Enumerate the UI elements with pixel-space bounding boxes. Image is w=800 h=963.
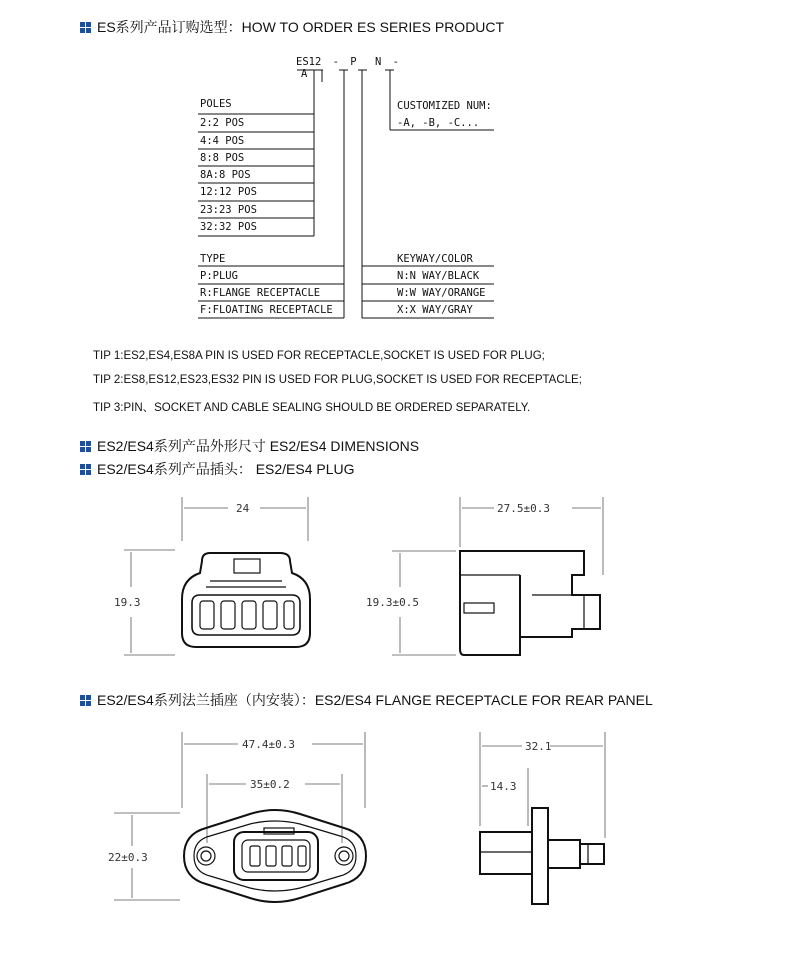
code-sep-2: -	[392, 56, 399, 68]
plug-side-view	[360, 495, 610, 665]
flange-front-view	[100, 728, 390, 908]
type-item: F:FLOATING RECEPTACLE	[200, 304, 333, 316]
tip-1: TIP 1:ES2,ES4,ES8A PIN IS USED FOR RECEPTACLE,SOCKET IS USED FOR PLUG;	[93, 350, 545, 362]
code-custom: A	[301, 68, 308, 80]
poles-header: POLES	[200, 98, 232, 110]
flange-hole-spacing-label: 35±0.2	[250, 778, 290, 791]
poles-item: 8A:8 POS	[200, 169, 251, 181]
keyway-item: W:W WAY/ORANGE	[397, 287, 486, 299]
code-type: P	[350, 56, 357, 68]
plug-section-title	[80, 459, 355, 479]
type-item: P:PLUG	[200, 270, 238, 282]
plug-width-label: 24	[236, 502, 250, 515]
type-header: TYPE	[200, 253, 226, 265]
plug-side-height-label: 19.3±0.5	[366, 596, 419, 609]
flange-outer-width-label: 47.4±0.3	[242, 738, 295, 751]
bullet-icon	[80, 464, 91, 475]
flange-side-view	[460, 728, 630, 908]
plug-title-text: ES2/ES4系列产品插头： ES2/ES4 PLUG	[97, 461, 355, 477]
order-title-text: ES系列产品订购选型：HOW TO ORDER ES SERIES PRODUCT	[97, 19, 505, 35]
flange-side-flange-label: 14.3	[490, 780, 517, 793]
tip-2: TIP 2:ES8,ES12,ES23,ES32 PIN IS USED FOR PLUG,SOCKET IS USED FOR RECEPTACLE;	[93, 374, 582, 386]
poles-item: 2:2 POS	[200, 117, 245, 129]
tip-3: TIP 3:PIN、SOCKET AND CABLE SEALING SHOULD BE ORDERED SEPARATELY.	[93, 402, 531, 414]
plug-front-view	[110, 495, 340, 665]
code-sep-1: -	[332, 56, 339, 68]
poles-item: 23:23 POS	[200, 204, 257, 216]
code-keyway: N	[374, 56, 382, 68]
poles-item: 4:4 POS	[200, 135, 245, 147]
bullet-icon	[80, 695, 91, 706]
bullet-icon	[80, 441, 91, 452]
flange-height-label: 22±0.3	[108, 851, 148, 864]
customized-values: -A, -B, -C...	[397, 117, 480, 129]
keyway-item: N:N WAY/BLACK	[397, 270, 480, 282]
dimensions-section-title	[80, 436, 419, 456]
code-series: ES12	[296, 56, 322, 68]
keyway-header: KEYWAY/COLOR	[397, 253, 473, 265]
flange-title-text: ES2/ES4系列法兰插座（内安装）：ES2/ES4 FLANGE RECEPTACLE FOR REAR PANEL	[97, 692, 653, 708]
type-item: R:FLANGE RECEPTACLE	[200, 287, 321, 299]
keyway-item: X:X WAY/GRAY	[397, 304, 473, 316]
poles-item: 8:8 POS	[200, 152, 245, 164]
poles-item: 32:32 POS	[200, 221, 257, 233]
flange-section-title	[80, 690, 653, 710]
flange-side-length-label: 32.1	[525, 740, 552, 753]
plug-side-width-label: 27.5±0.3	[497, 502, 550, 515]
dimensions-title-text: ES2/ES4系列产品外形尺寸 ES2/ES4 DIMENSIONS	[97, 438, 420, 454]
customized-header: CUSTOMIZED NUM:	[397, 100, 492, 112]
plug-height-label: 19.3	[114, 596, 141, 609]
poles-item: 12:12 POS	[200, 186, 257, 198]
